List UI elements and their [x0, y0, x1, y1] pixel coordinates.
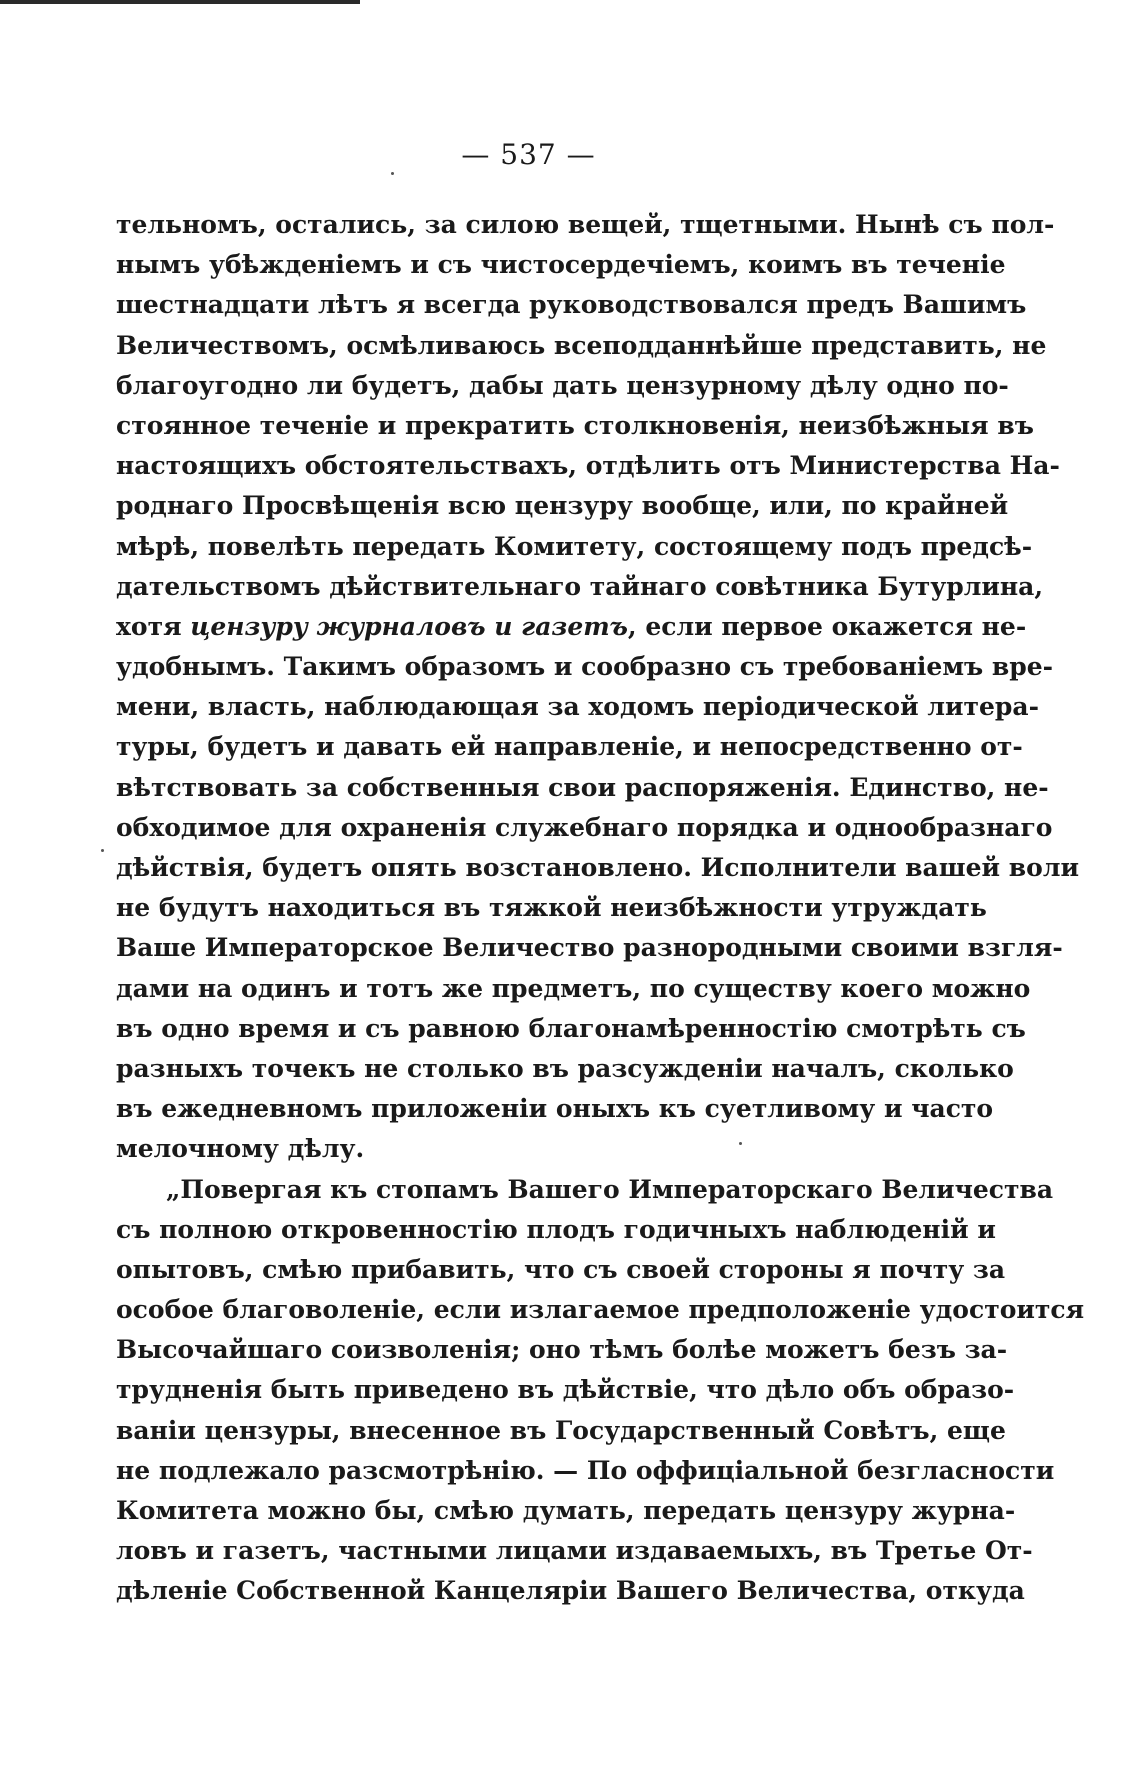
text-line: мени, власть, наблюдающая за ходомъ періодической литера-: [116, 692, 1039, 722]
text-line: въ одно время и съ равною благонамѣренностію смотрѣть съ: [116, 1013, 1026, 1043]
text-fragment: хотя: [116, 611, 191, 641]
italic-phrase: цензуру журналовъ и газетъ: [190, 611, 628, 641]
text-line: „Повергая къ стопамъ Вашего Императорскаго Величества: [166, 1174, 1054, 1204]
paragraph-2: [116, 1170, 1085, 1612]
text-line: обходимое для охраненія служебнаго порядка и однообразнаго: [116, 812, 1053, 842]
text-line: дами на одинъ и тотъ же предметъ, по существу коего можно: [116, 973, 1031, 1003]
text-line: вѣтствовать за собственныя свои распоряженія. Единство, не-: [116, 772, 1049, 802]
text-line: мѣрѣ, повелѣть передать Комитету, состоящему подъ предсѣ-: [116, 531, 1033, 561]
paragraph-1: [116, 205, 1079, 1170]
text-line: дѣленіе Собственной Канцеляріи Вашего Величества, откуда: [116, 1576, 1025, 1606]
text-fragment: , если первое окажется не-: [627, 611, 1027, 641]
text-line: роднаго Просвѣщенія всю цензуру вообще, или, по крайней: [116, 491, 1009, 521]
text-line: стоянное теченіе и прекратить столкновенія, неизбѣжныя въ: [116, 410, 1034, 440]
text-line: ловъ и газетъ, частными лицами издаваемыхъ, въ Третье От-: [116, 1536, 1033, 1566]
text-line: Величествомъ, осмѣливаюсь всеподданнѣйше представить, не: [116, 330, 1047, 360]
text-line: настоящихъ обстоятельствахъ, отдѣлить отъ Министерства На-: [116, 451, 1060, 481]
text-line: дѣйствія, будетъ опять возстановлено. Исполнители вашей воли: [116, 853, 1079, 882]
text-line: тельномъ, остались, за силою вещей, тщетными. Нынѣ съ пол-: [116, 210, 1055, 239]
text-line: опытовъ, смѣю прибавить, что съ своей стороны я почту за: [116, 1254, 1006, 1284]
text-line: нымъ убѣжденіемъ и съ чистосердечіемъ, коимъ въ теченіе: [116, 250, 1006, 280]
body-text: [116, 205, 1085, 1612]
text-line: туры, будетъ и давать ей направленіе, и непосредственно от-: [116, 732, 1023, 762]
text-line: мелочному дѣлу.: [116, 1134, 365, 1164]
text-line: не подлежало разсмотрѣнію. — По оффиціальной безгласности: [116, 1455, 1055, 1485]
text-line: благоугодно ли будетъ, дабы дать цензурному дѣлу одно по-: [116, 370, 1009, 400]
text-line: особое благоволеніе, если излагаемое предположеніе удостоится: [116, 1295, 1085, 1325]
text-line: въ ежедневномъ приложеніи оныхъ къ суетливому и часто: [116, 1094, 994, 1124]
text-line: съ полною откровенностію плодъ годичныхъ наблюденій и: [116, 1214, 996, 1244]
text-line: Ваше Императорское Величество разнородными своими взгля-: [116, 933, 1063, 963]
text-line: Высочайшаго соизволенія; оно тѣмъ болѣе можетъ безъ за-: [116, 1335, 1008, 1365]
text-line: не будутъ находиться въ тяжкой неизбѣжности утруждать: [116, 893, 987, 923]
print-speck: [391, 172, 394, 175]
text-line: дательствомъ дѣйствительнаго тайнаго совѣтника Бутурлина,: [116, 571, 1044, 601]
text-line: ваніи цензуры, внесенное въ Государственный Совѣтъ, еще: [116, 1415, 1006, 1445]
page-number: — 537 —: [461, 138, 596, 171]
text-line-with-italic: [116, 607, 1027, 647]
top-border-rule: [0, 0, 360, 4]
text-line: удобнымъ. Такимъ образомъ и сообразно съ требованіемъ вре-: [116, 652, 1054, 682]
text-line: Комитета можно бы, смѣю думать, передать цензуру журна-: [116, 1496, 1016, 1525]
text-line: трудненія быть приведено въ дѣйствіе, что дѣло объ образо-: [116, 1375, 1015, 1405]
text-line: шестнадцати лѣтъ я всегда руководствовался предъ Вашимъ: [116, 290, 1027, 320]
print-speck: [101, 849, 104, 852]
text-line: разныхъ точекъ не столько въ разсужденіи началъ, сколько: [116, 1053, 1014, 1083]
